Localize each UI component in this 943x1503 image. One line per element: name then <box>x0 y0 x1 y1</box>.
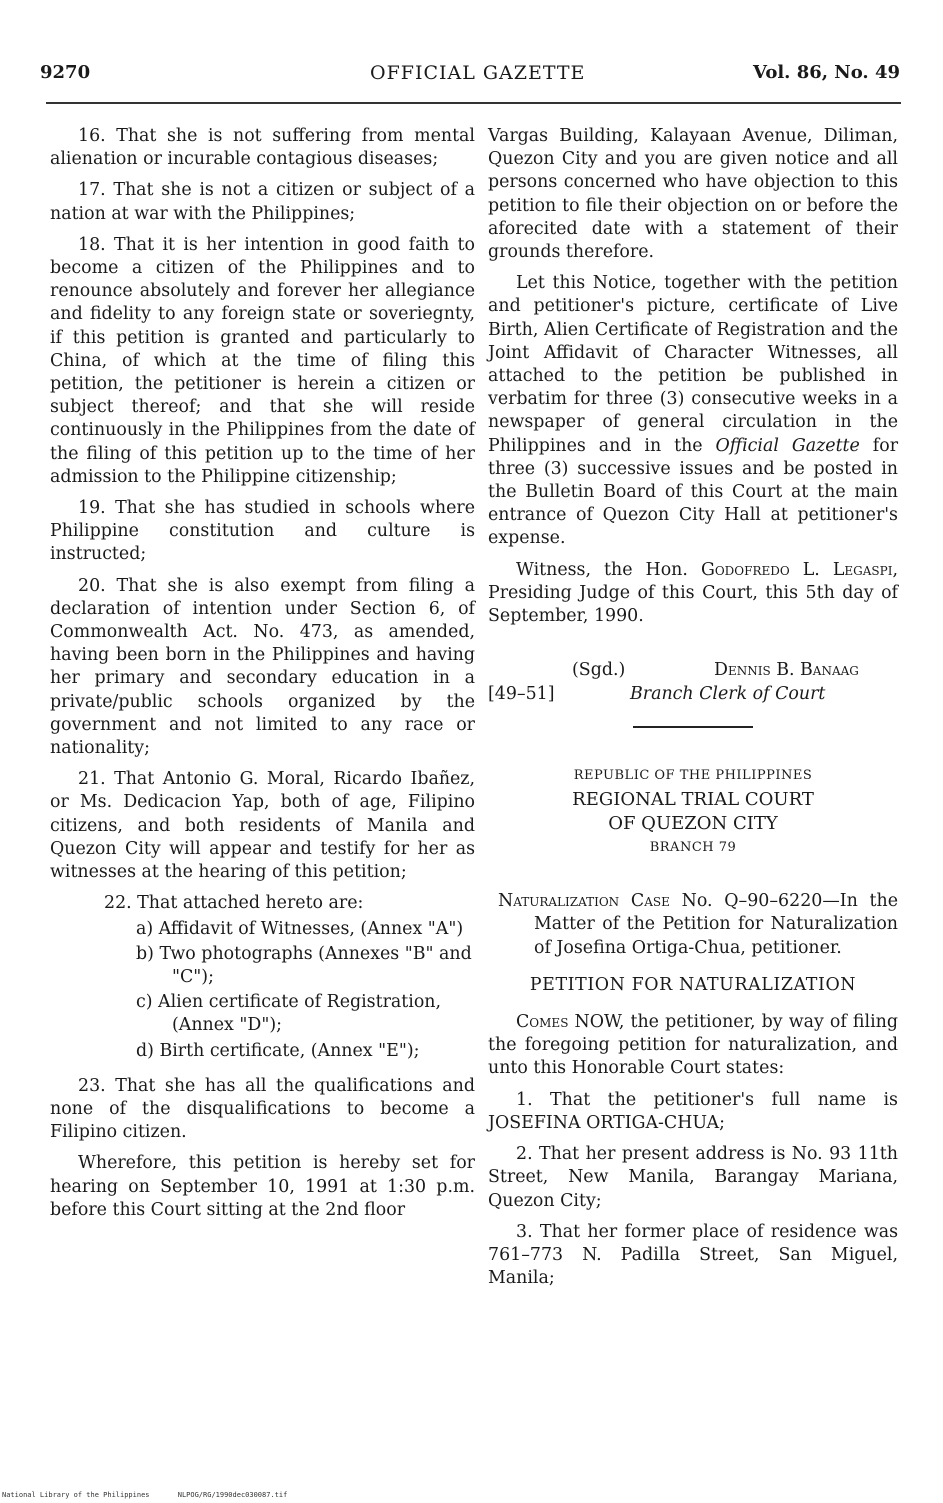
volume-issue: Vol. 86, No. 49 <box>753 62 900 83</box>
paragraph-22: 22. That attached hereto are: <box>104 893 364 914</box>
paragraph-17: 17. That she is not a citizen or subject of a nation at war with the Philippines; <box>50 180 475 224</box>
case-text: No. Q–90–6220—In the Matter of the Petition for Naturalization of Josefina Ortiga-Chua, petitioner. <box>534 891 899 958</box>
paragraph-19: 19. That she has studied in schools where Philippine constitution and culture is instructed; <box>50 498 475 565</box>
paragraph-20: 20. That she is also exempt from filing a declaration of intention under Section 6, of Commonwealth Act. No. 473, as amended, having been born in the Philippines and having her primary and secondary education in a private/public schools organized by the government and not limited to any race or nationality; <box>50 575 475 759</box>
paragraph-16: 16. That she is not suffering from mental alienation or incurable contagious diseases; <box>50 126 475 170</box>
paragraph-21: 21. That Antonio G. Moral, Ricardo Ibañez, or Ms. Dedicacion Yap, both of age, Filipino citizens, and both residents of Manila and Quezon City will appear and testify for her as witnesses at the hearing of this petition; <box>50 769 475 883</box>
annex-item: d) Birth certificate, (Annex "E"); <box>136 1040 420 1061</box>
paragraph-1: 1. That the petitioner's full name is JOSEFINA ORTIGA-CHUA; <box>488 1089 898 1133</box>
signature-label: (Sgd.) <box>572 660 626 681</box>
left-column <box>50 125 475 1230</box>
court-heading <box>488 764 898 860</box>
witness-text-a: Witness, the Hon. <box>516 559 701 580</box>
case-caption <box>488 890 898 960</box>
paragraph-comes-now <box>488 1011 898 1081</box>
annex-item: b) Two photographs (Annexes "B" and "C"); <box>136 943 472 987</box>
witness-text-b: , Presiding Judge of this Court, this 5th day of September, 1990. <box>488 559 898 627</box>
court-city: OF QUEZON CITY <box>608 813 778 835</box>
paragraph-3: 3. That her former place of residence was 761–773 N. Padilla Street, San Miguel, Manila; <box>488 1221 898 1289</box>
comes-now-text: NOW, the petitioner, by way of filing the foregoing petition for naturalization, and unto this Honorable Court states: <box>488 1012 898 1079</box>
paragraph-witness <box>488 559 898 629</box>
notice-text-a: Let this Notice, together with the petition and petitioner's picture, certificate of Live Birth, Alien Certificate of Registration and the Joint Affidavit of Character Witnesses, all attached to the petition be published in verbatim for three (3) consecutive weeks in a newspaper of general circulation in the Philippines and in the <box>488 273 898 456</box>
comes-word: Comes <box>516 1012 569 1033</box>
paragraph-publication-notice <box>488 272 898 550</box>
court-name: REGIONAL TRIAL COURT <box>572 789 814 811</box>
issue-reference: [49–51] <box>488 684 555 705</box>
library-credit: National Library of the Philippines <box>2 1491 150 1499</box>
section-divider <box>633 726 753 728</box>
petition-title: PETITION FOR NATURALIZATION <box>529 974 857 995</box>
right-column <box>488 125 898 1298</box>
paragraph-wherefore: Wherefore, this petition is hereby set for hearing on September 10, 1991 at 1:30 p.m. before this Court sitting at the 2nd floor <box>50 1153 475 1220</box>
case-label: Naturalization Case <box>498 891 670 912</box>
official-gazette-ref: Official Gazette <box>715 435 860 456</box>
clerk-name: Dennis B. Banaag <box>714 660 859 681</box>
judge-name: Godofredo L. Legaspi <box>700 559 893 580</box>
paragraph-23: 23. That she has all the qualifications and none of the disqualifications to become a Filipino citizen. <box>50 1075 475 1143</box>
header-rule <box>46 102 901 104</box>
page-number: 9270 <box>40 62 91 83</box>
page-header <box>40 62 900 92</box>
signature-block <box>488 658 898 706</box>
court-republic: REPUBLIC OF THE PHILIPPINES <box>573 768 813 784</box>
clerk-title: Branch Clerk of Court <box>630 684 826 705</box>
paragraph-continuation: Vargas Building, Kalayaan Avenue, Diliman, Quezon City and you are given notice and all persons concerned who have objection to this petition to file their objection on or before the aforecited date with a statement of their grounds therefore. <box>488 126 898 263</box>
paragraph-18: 18. That it is her intention in good faith to become a citizen of the Philippines and to renounce absolutely and forever her allegiance and fidelity to any foreign state or soveriegnty, if this petition is granted and particularly to China, of which at the time of filing this petition, the petitioner is herein a citizen or subject thereof; and that she will reside continuously in the Philippines from the date of the filing of this petition up to the time of her admission to the Philippine citizenship; <box>50 234 475 487</box>
annex-item: a) Affidavit of Witnesses, (Annex "A") <box>136 918 464 939</box>
paragraph-2: 2. That her present address is No. 93 11th Street, New Manila, Barangay Mariana, Quezon City; <box>488 1144 898 1211</box>
court-branch: BRANCH 79 <box>649 840 737 856</box>
file-reference: NLPOG/RG/1990dec030087.tif <box>177 1491 288 1499</box>
annex-item: c) Alien certificate of Registration, (Annex "D"); <box>136 992 442 1036</box>
journal-title: OFFICIAL GAZETTE <box>370 62 586 84</box>
scan-footer <box>2 1491 311 1499</box>
notice-text-b: for three (3) successive issues and be posted in the Bulletin Board of this Court at the main entrance of Quezon City Hall at petitioner's expense. <box>488 435 899 549</box>
